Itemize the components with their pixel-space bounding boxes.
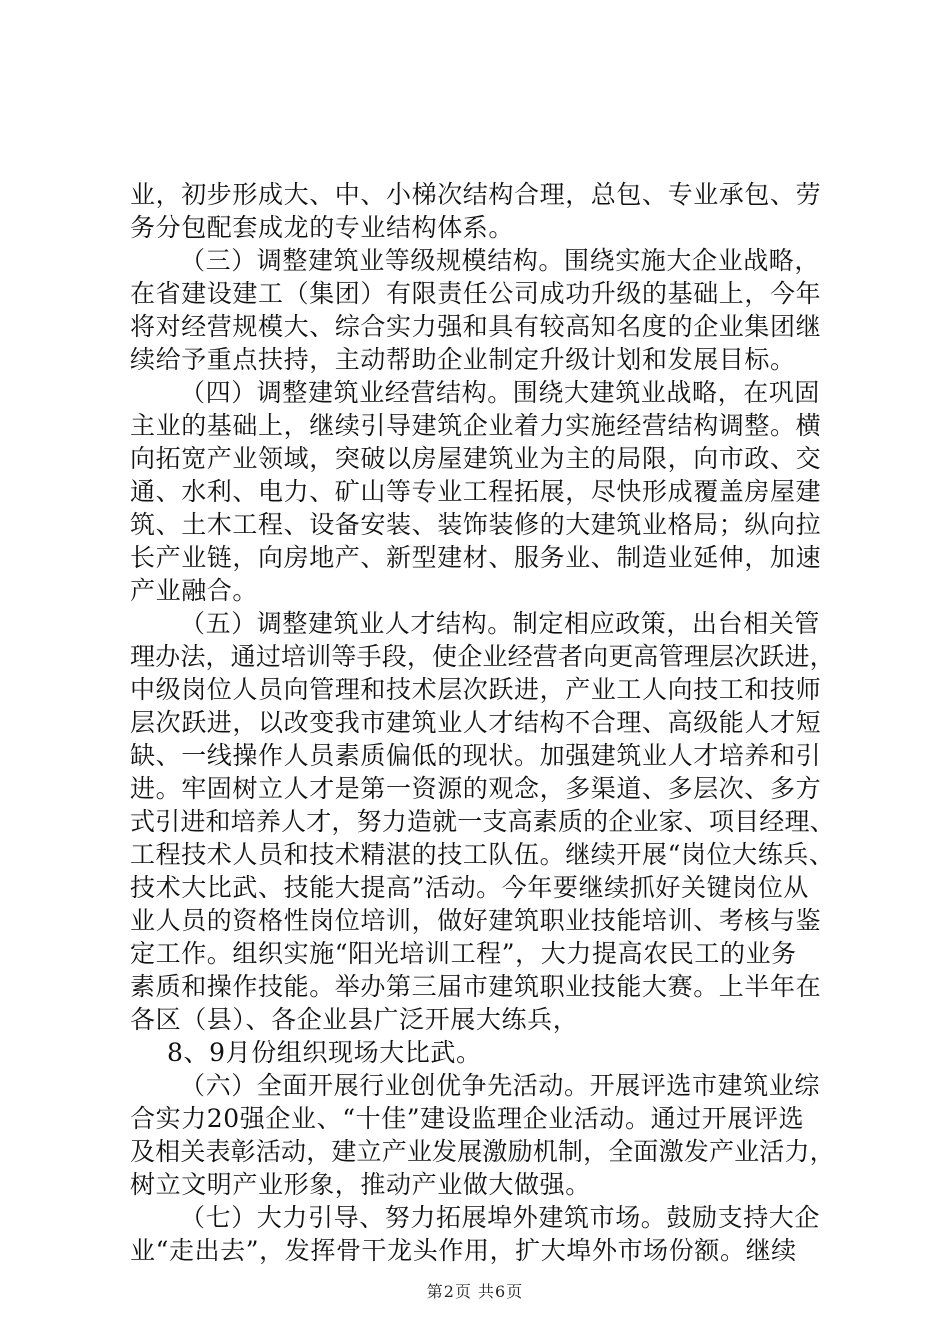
text-line: 合实力20强企业、“十佳”建设监理企业活动。通过开展评选: [130, 1104, 805, 1133]
text-line: （六）全面开展行业创优争先活动。开展评选市建筑业综: [180, 1071, 821, 1100]
text-line: 各区（县）、各企业县广泛开展大练兵，: [130, 1005, 579, 1034]
text-line: 向拓宽产业领域，突破以房屋建筑业为主的局限，向市政、交: [130, 444, 822, 473]
text-line: 及相关表彰活动，建立产业发展激励机制，全面激发产业活力，: [130, 1137, 835, 1166]
text-line: 在省建设建工（集团）有限责任公司成功升级的基础上，今年: [130, 279, 822, 308]
text-line: 主业的基础上，继续引导建筑企业着力实施经营结构调整。横: [130, 411, 822, 440]
text-line: （七）大力引导、努力拓展埠外建筑市场。鼓励支持大企: [180, 1203, 821, 1232]
text-line: 业“走出去”，发挥骨干龙头作用，扩大埠外市场份额。继续: [130, 1236, 797, 1265]
text-line: 通、水利、电力、矿山等专业工程拓展，尽快形成覆盖房屋建: [130, 477, 822, 506]
text-line: 业人员的资格性岗位培训，做好建筑职业技能培训、考核与鉴: [130, 906, 822, 935]
page-footer: 第2页 共6页: [426, 1282, 524, 1301]
text-line: 理办法，通过培训等手段，使企业经营者向更高管理层次跃进，: [130, 642, 835, 671]
text-line: 中级岗位人员向管理和技术层次跃进，产业工人向技工和技师: [130, 675, 822, 704]
text-line: 业，初步形成大、中、小梯次结构合理，总包、专业承包、劳: [130, 180, 822, 209]
text-line: 式引进和培养人才，努力造就一支高素质的企业家、项目经理、: [130, 807, 835, 836]
text-line: 8、9月份组织现场大比武。: [167, 1038, 482, 1067]
text-line: 技术大比武、技能大提高”活动。今年要继续抓好关键岗位从: [130, 873, 809, 902]
text-line: 缺、一线操作人员素质偏低的现状。加强建筑业人才培养和引: [130, 741, 822, 770]
text-line: （三）调整建筑业等级规模结构。围绕实施大企业战略，: [180, 246, 821, 275]
text-line: （四）调整建筑业经营结构。围绕大建筑业战略，在巩固: [180, 378, 821, 407]
text-line: 定工作。组织实施“阳光培训工程”，大力提高农民工的业务: [130, 939, 797, 968]
text-line: 树立文明产业形象，推动产业做大做强。: [130, 1170, 591, 1199]
text-line: 层次跃进，以改变我市建筑业人才结构不合理、高级能人才短: [130, 708, 822, 737]
text-line: 工程技术人员和技术精湛的技工队伍。继续开展“岗位大练兵、: [130, 840, 835, 869]
text-line: （五）调整建筑业人才结构。制定相应政策，出台相关管: [180, 609, 821, 638]
text-line: 续给予重点扶持，主动帮助企业制定升级计划和发展目标。: [130, 345, 796, 374]
text-line: 进。牢固树立人才是第一资源的观念，多渠道、多层次、多方: [130, 774, 822, 803]
text-line: 务分包配套成龙的专业结构体系。: [130, 213, 515, 242]
text-line: 长产业链，向房地产、新型建材、服务业、制造业延伸，加速: [130, 543, 822, 572]
text-line: 将对经营规模大、综合实力强和具有较高知名度的企业集团继: [130, 312, 822, 341]
text-line: 筑、土木工程、设备安装、装饰装修的大建筑业格局；纵向拉: [130, 510, 822, 539]
text-line: 素质和操作技能。举办第三届市建筑职业技能大赛。上半年在: [130, 972, 822, 1001]
text-line: 产业融合。: [130, 576, 259, 605]
